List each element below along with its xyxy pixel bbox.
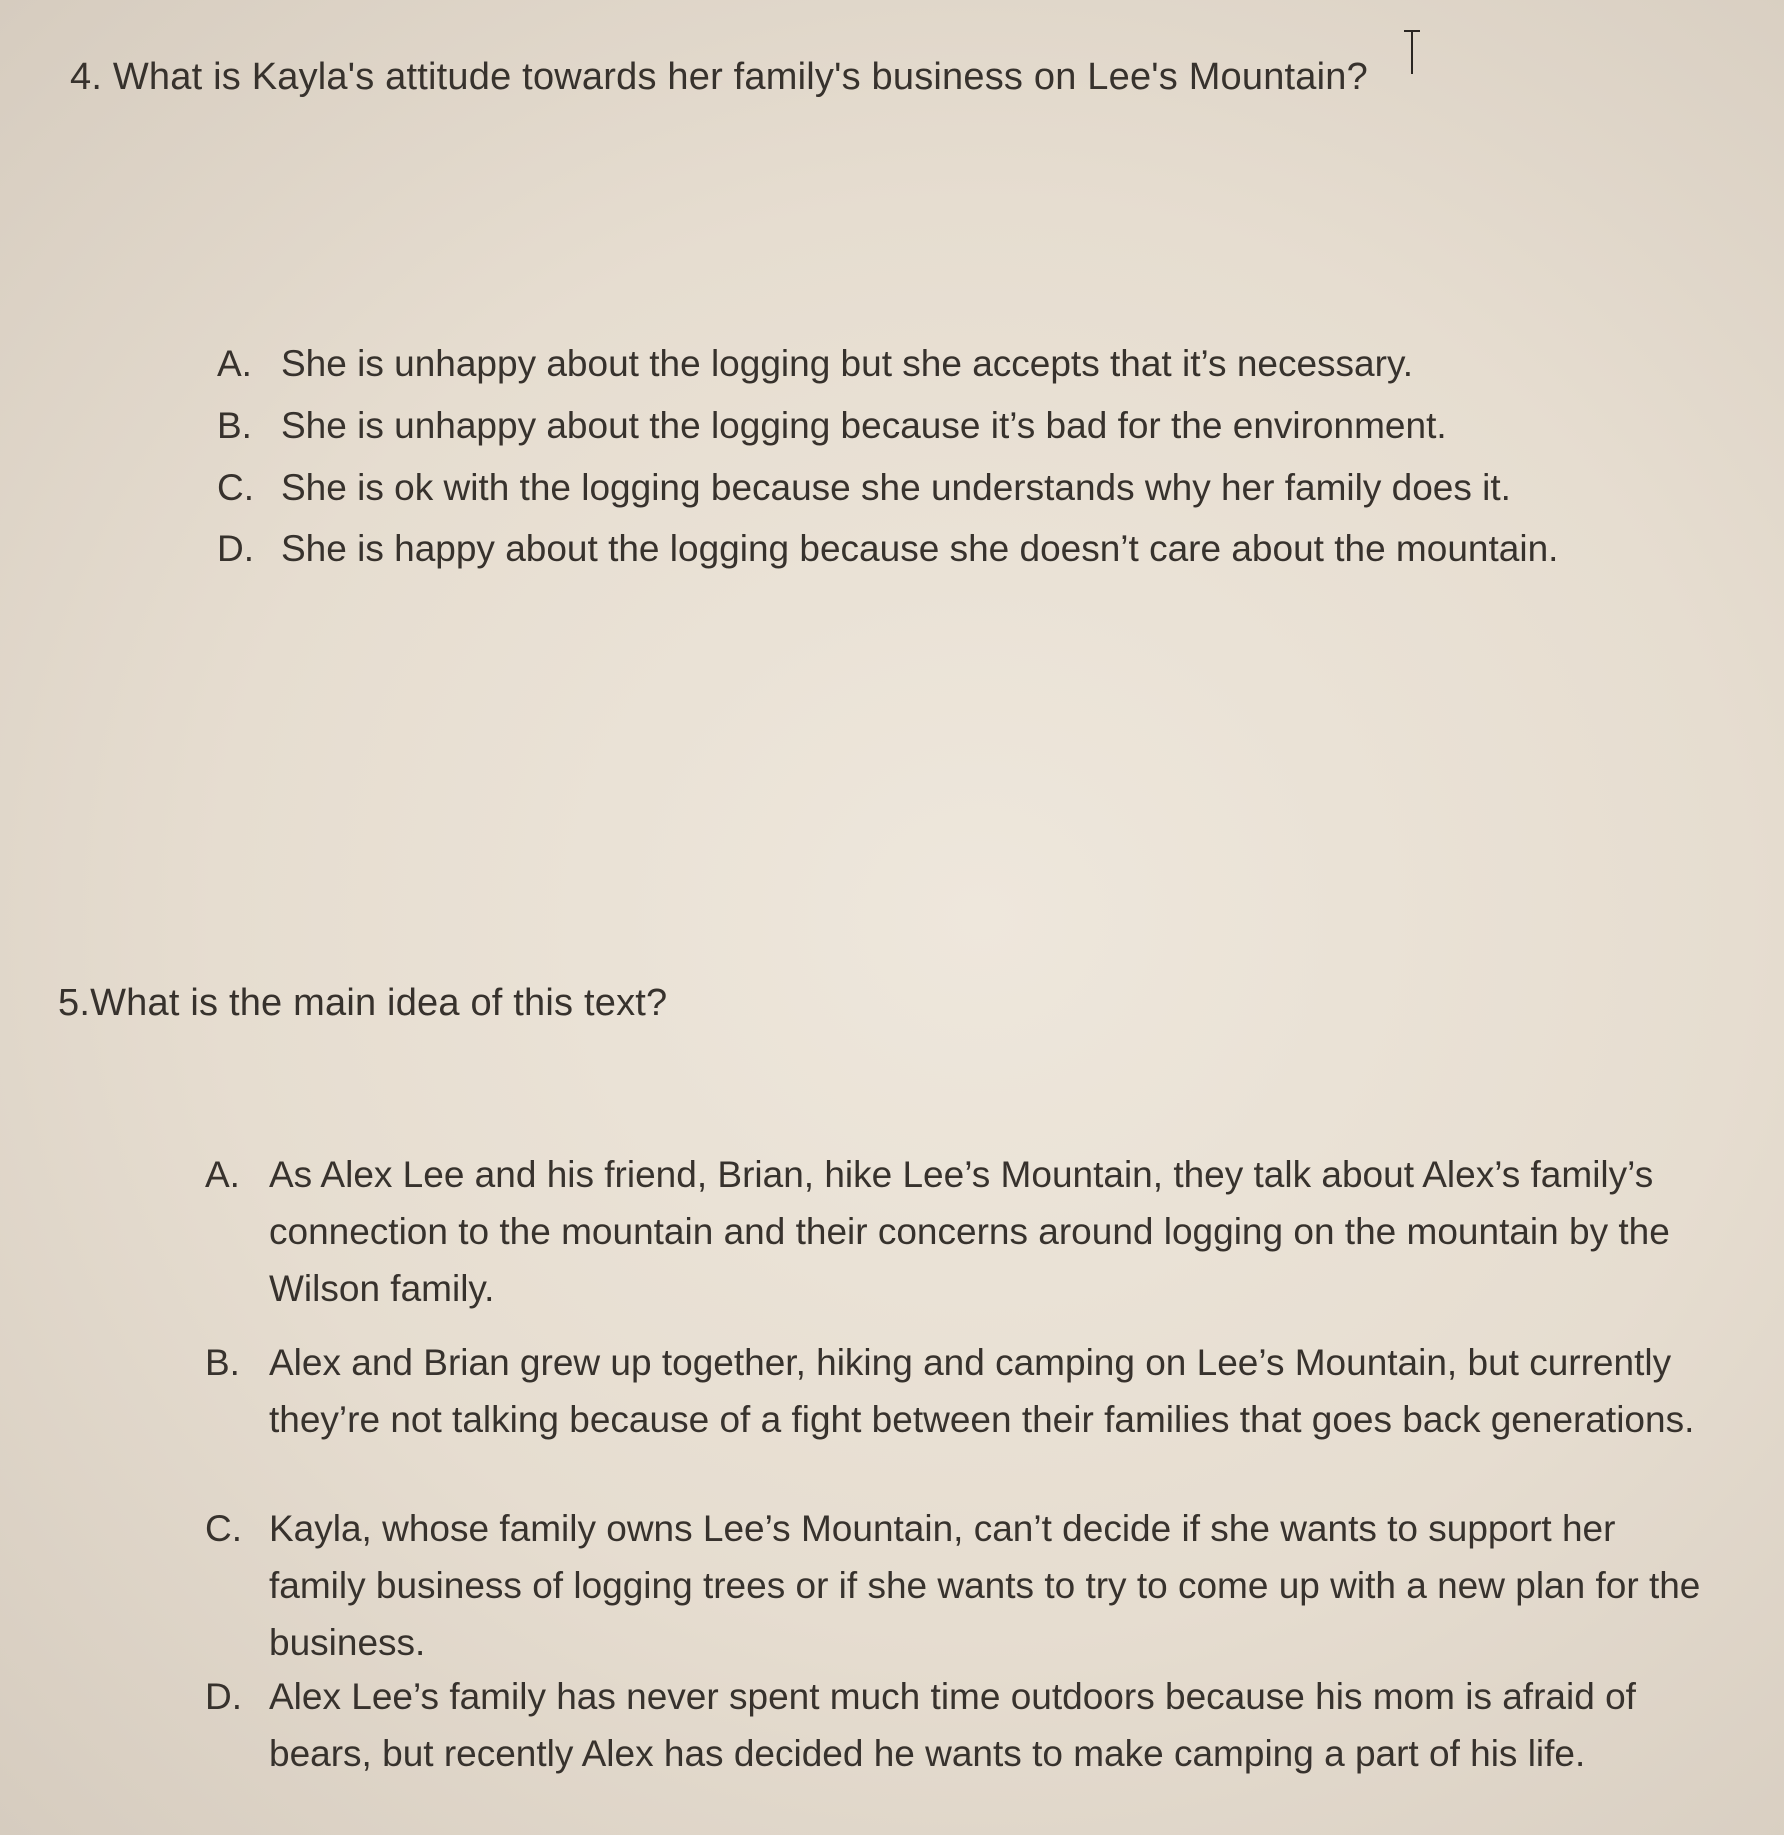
q4-option-c[interactable] [217,459,1717,516]
option-letter: C. [217,467,254,508]
option-text: She is ok with the logging because she understands why her family does it. [281,467,1511,508]
option-text: Alex Lee’s family has never spent much time outdoors because his mom is afraid of bears, but recently Alex has decided he wants to make camping a part of his life. [269,1676,1636,1774]
option-text: She is unhappy about the logging but she accepts that it’s necessary. [281,343,1413,384]
option-text: Kayla, whose family owns Lee’s Mountain, can’t decide if she wants to support her family business of logging trees or if she wants to try to come up with a new plan for the business. [269,1508,1701,1663]
question-prompt: What is the main idea of this text? [90,982,668,1024]
option-text: She is unhappy about the logging because it’s bad for the environment. [281,405,1447,446]
option-letter: D. [205,1676,242,1717]
option-letter: D. [217,528,254,569]
q4-option-b[interactable] [217,397,1717,454]
option-letter: C. [205,1508,242,1549]
option-text: She is happy about the logging because she doesn’t care about the mountain. [281,528,1559,569]
question-number: 4. [70,56,103,98]
option-letter: B. [217,405,252,446]
option-letter: A. [217,343,252,384]
option-letter: B. [205,1342,240,1383]
q4-option-d[interactable] [217,520,1757,577]
question-4 [70,56,1368,99]
question-prompt: What is Kayla's attitude towards her family's business on Lee's Mountain? [112,56,1368,98]
text-cursor-icon [1402,30,1422,74]
option-letter: A. [205,1154,240,1195]
option-text: As Alex Lee and his friend, Brian, hike Lee’s Mountain, they talk about Alex’s family’s connection to the mountain and their concerns around logging on the mountain by the Wilson family. [269,1154,1670,1309]
q4-option-a[interactable] [217,335,1717,392]
question-5 [58,982,667,1025]
question-number: 5. [58,982,91,1024]
option-text: Alex and Brian grew up together, hiking and camping on Lee’s Mountain, but currently they’re not talking because of a fight between their families that goes back generations. [269,1342,1695,1440]
